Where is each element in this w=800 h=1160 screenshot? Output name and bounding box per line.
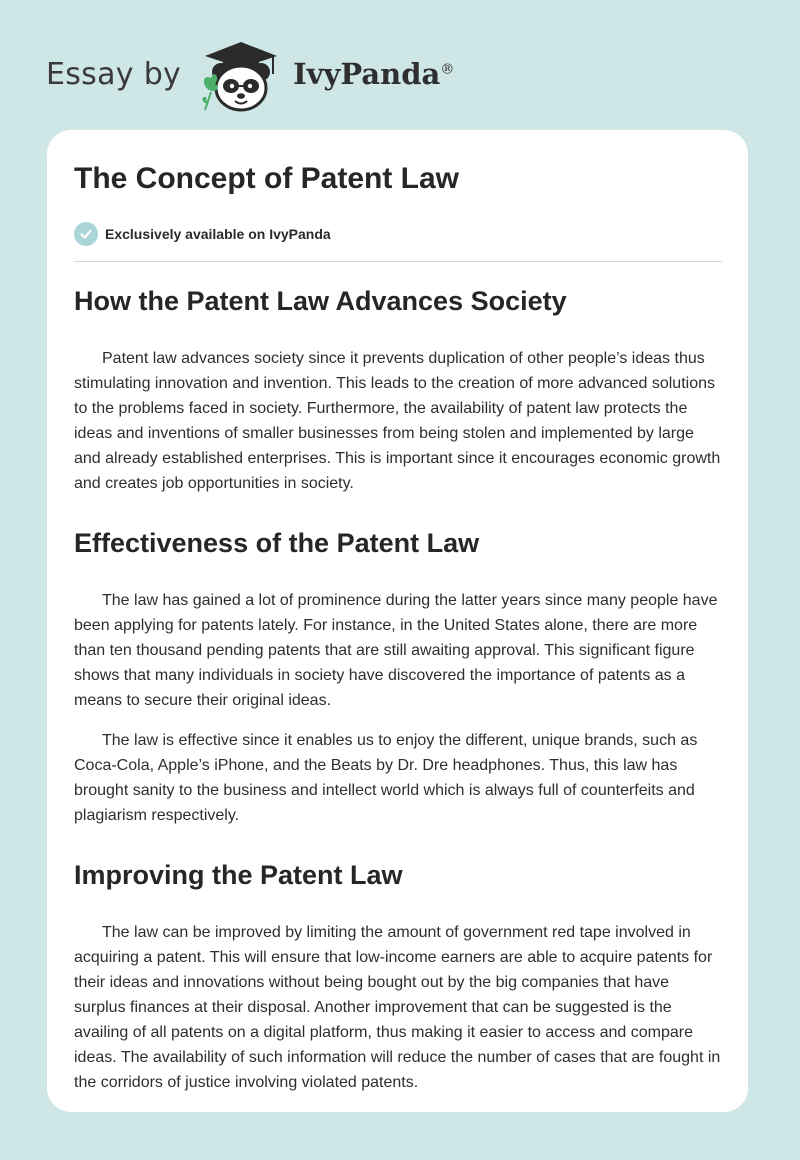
article-body xyxy=(74,278,724,1095)
page-title: The Concept of Patent Law xyxy=(74,162,460,195)
check-circle-icon xyxy=(74,222,98,246)
paragraph: Patent law advances society since it prevents duplication of other people’s ideas thus stimulating innovation and invention. This leads to the creation of more advanced solutions to the problems faced in society. Furthermore, the availability of patent law protects the ideas and inventions of smaller businesses from being stolen and implemented by large and already established enterprises. This is important since it encourages economic growth and creates job opportunities in society. xyxy=(74,350,721,492)
panda-logo-icon xyxy=(195,34,287,114)
brand-name: IvyPanda® xyxy=(293,57,455,91)
brand-header[interactable] xyxy=(46,34,454,114)
section-heading: Effectiveness of the Patent Law xyxy=(74,528,480,558)
paragraph: The law has gained a lot of prominence during the latter years since many people have been applying for patents lately. For instance, in the United States alone, there are more than ten thousand pending patents that are still awaiting approval. This significant figure shows that many individuals in society have discovered the importance of patents as a means to secure their original ideas. xyxy=(74,592,718,709)
exclusive-badge xyxy=(74,222,331,246)
section-heading: How the Patent Law Advances Society xyxy=(74,286,567,316)
section-heading: Improving the Patent Law xyxy=(74,860,403,890)
essay-card xyxy=(47,130,748,1112)
badge-text: Exclusively available on IvyPanda xyxy=(105,226,331,242)
paragraph: The law is effective since it enables us to enjoy the different, unique brands, such as Coca-Cola, Apple’s iPhone, and the Beats by Dr. Dre headphones. Thus, this law has brought sanity to the business and intellect world which is always full of counterfeits and plagiarism respectively. xyxy=(74,732,698,824)
paragraph: The law can be improved by limiting the amount of government red tape involved in acquiring a patent. This will ensure that low-income earners are able to acquire patents for their ideas and innovations without being bought out by the big companies that have surplus finances at their disposal. Another improvement that can be suggested is the availing of all patents on a digital platform, thus making it easier to access and compare ideas. The availability of such information will reduce the number of cases that are fought in the corridors of justice involving violated patents. xyxy=(74,924,721,1091)
essay-by-text: Essay by xyxy=(46,56,182,92)
divider xyxy=(74,261,722,262)
registered-mark: ® xyxy=(440,61,455,78)
